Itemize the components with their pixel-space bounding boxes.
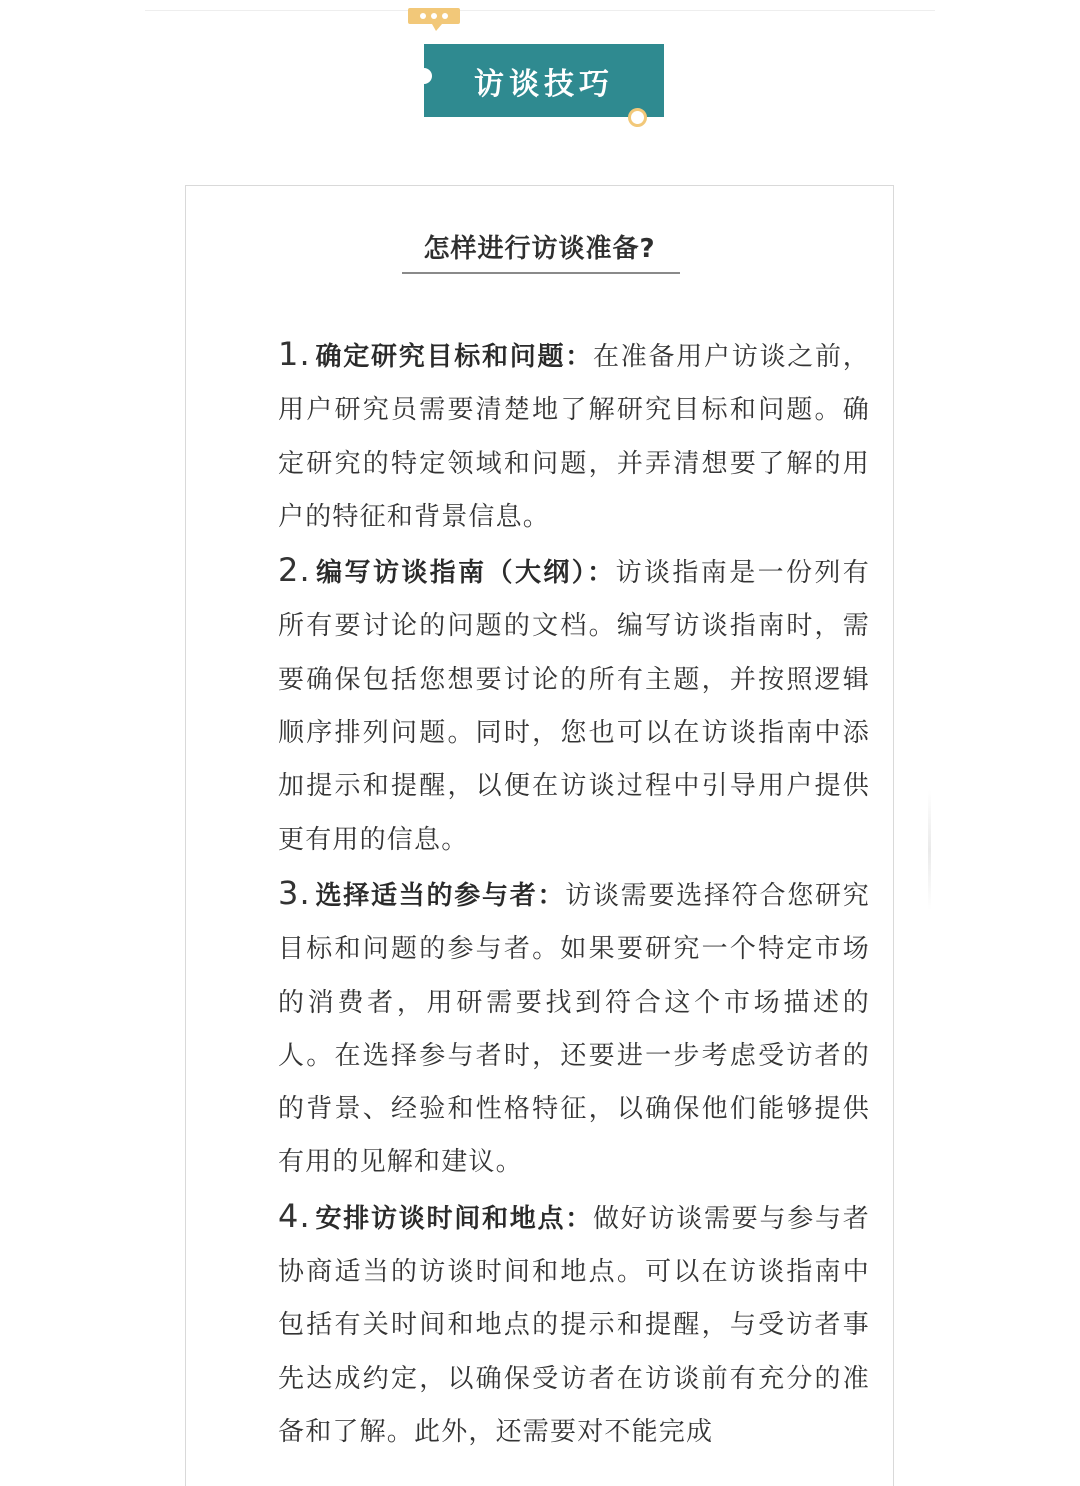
paragraph-text: 访谈指南是一份列有所有要讨论的问题的文档。编写访谈指南时，需要确保包括您想要讨论的所有主题，并按照逻辑顺序排列问题。同时，您也可以在访谈指南中添加提示和提醒，以便在访谈过程中引导用户提供更有用的信息。 [278, 558, 870, 855]
paragraph-number: 1. [278, 335, 311, 373]
paragraph-4 [278, 1190, 870, 1459]
paragraph-number: 2. [278, 551, 311, 590]
card-title-underline [402, 272, 680, 274]
paragraph-text: 做好访谈需要与参与者协商适当的访谈时间和地点。可以在访谈指南中包括有关时间和地点的提示和提醒，与受访者事先达成约定，以确保受访者在访谈前有充分的准备和了解。此外，还需要对不能完成 [278, 1203, 870, 1447]
paragraph-2 [278, 544, 870, 867]
ring-ornament-icon [628, 108, 647, 127]
chat-bubble-icon [408, 8, 460, 32]
banner-notch [416, 68, 432, 84]
content-card [185, 185, 894, 1486]
paragraph-text: 访谈需要选择符合您研究目标和问题的参与者。如果要研究一个特定市场的消费者，用研需要找到符合这个市场描述的人。在选择参与者时，还要进一步考虑受访者的的背景、经验和性格特征，以确保他们能够提供有用的见解和建议。 [278, 880, 870, 1178]
paragraph-number: 4. [278, 1196, 311, 1235]
paragraph-heading: 选择适当的参与者： [314, 880, 566, 911]
top-divider [145, 10, 935, 11]
paragraph-heading: 编写访谈指南（大纲）： [314, 558, 616, 589]
paragraph-heading: 安排访谈时间和地点： [314, 1203, 594, 1234]
card-title: 怎样进行访谈准备? [423, 234, 656, 264]
article-body [278, 328, 870, 1459]
section-banner [424, 44, 664, 117]
paragraph-number: 3. [278, 873, 311, 912]
paragraph-heading: 确定研究目标和问题： [314, 342, 594, 372]
paragraph-1 [278, 328, 870, 544]
edge-shadow [928, 790, 931, 910]
banner-title: 访谈技巧 [474, 66, 614, 102]
paragraph-3 [278, 867, 870, 1190]
paragraph-text: 在准备用户访谈之前，用户研究员需要清楚地了解研究目标和问题。确定研究的特定领域和问题，并弄清想要了解的用户的特征和背景信息。 [278, 342, 870, 532]
